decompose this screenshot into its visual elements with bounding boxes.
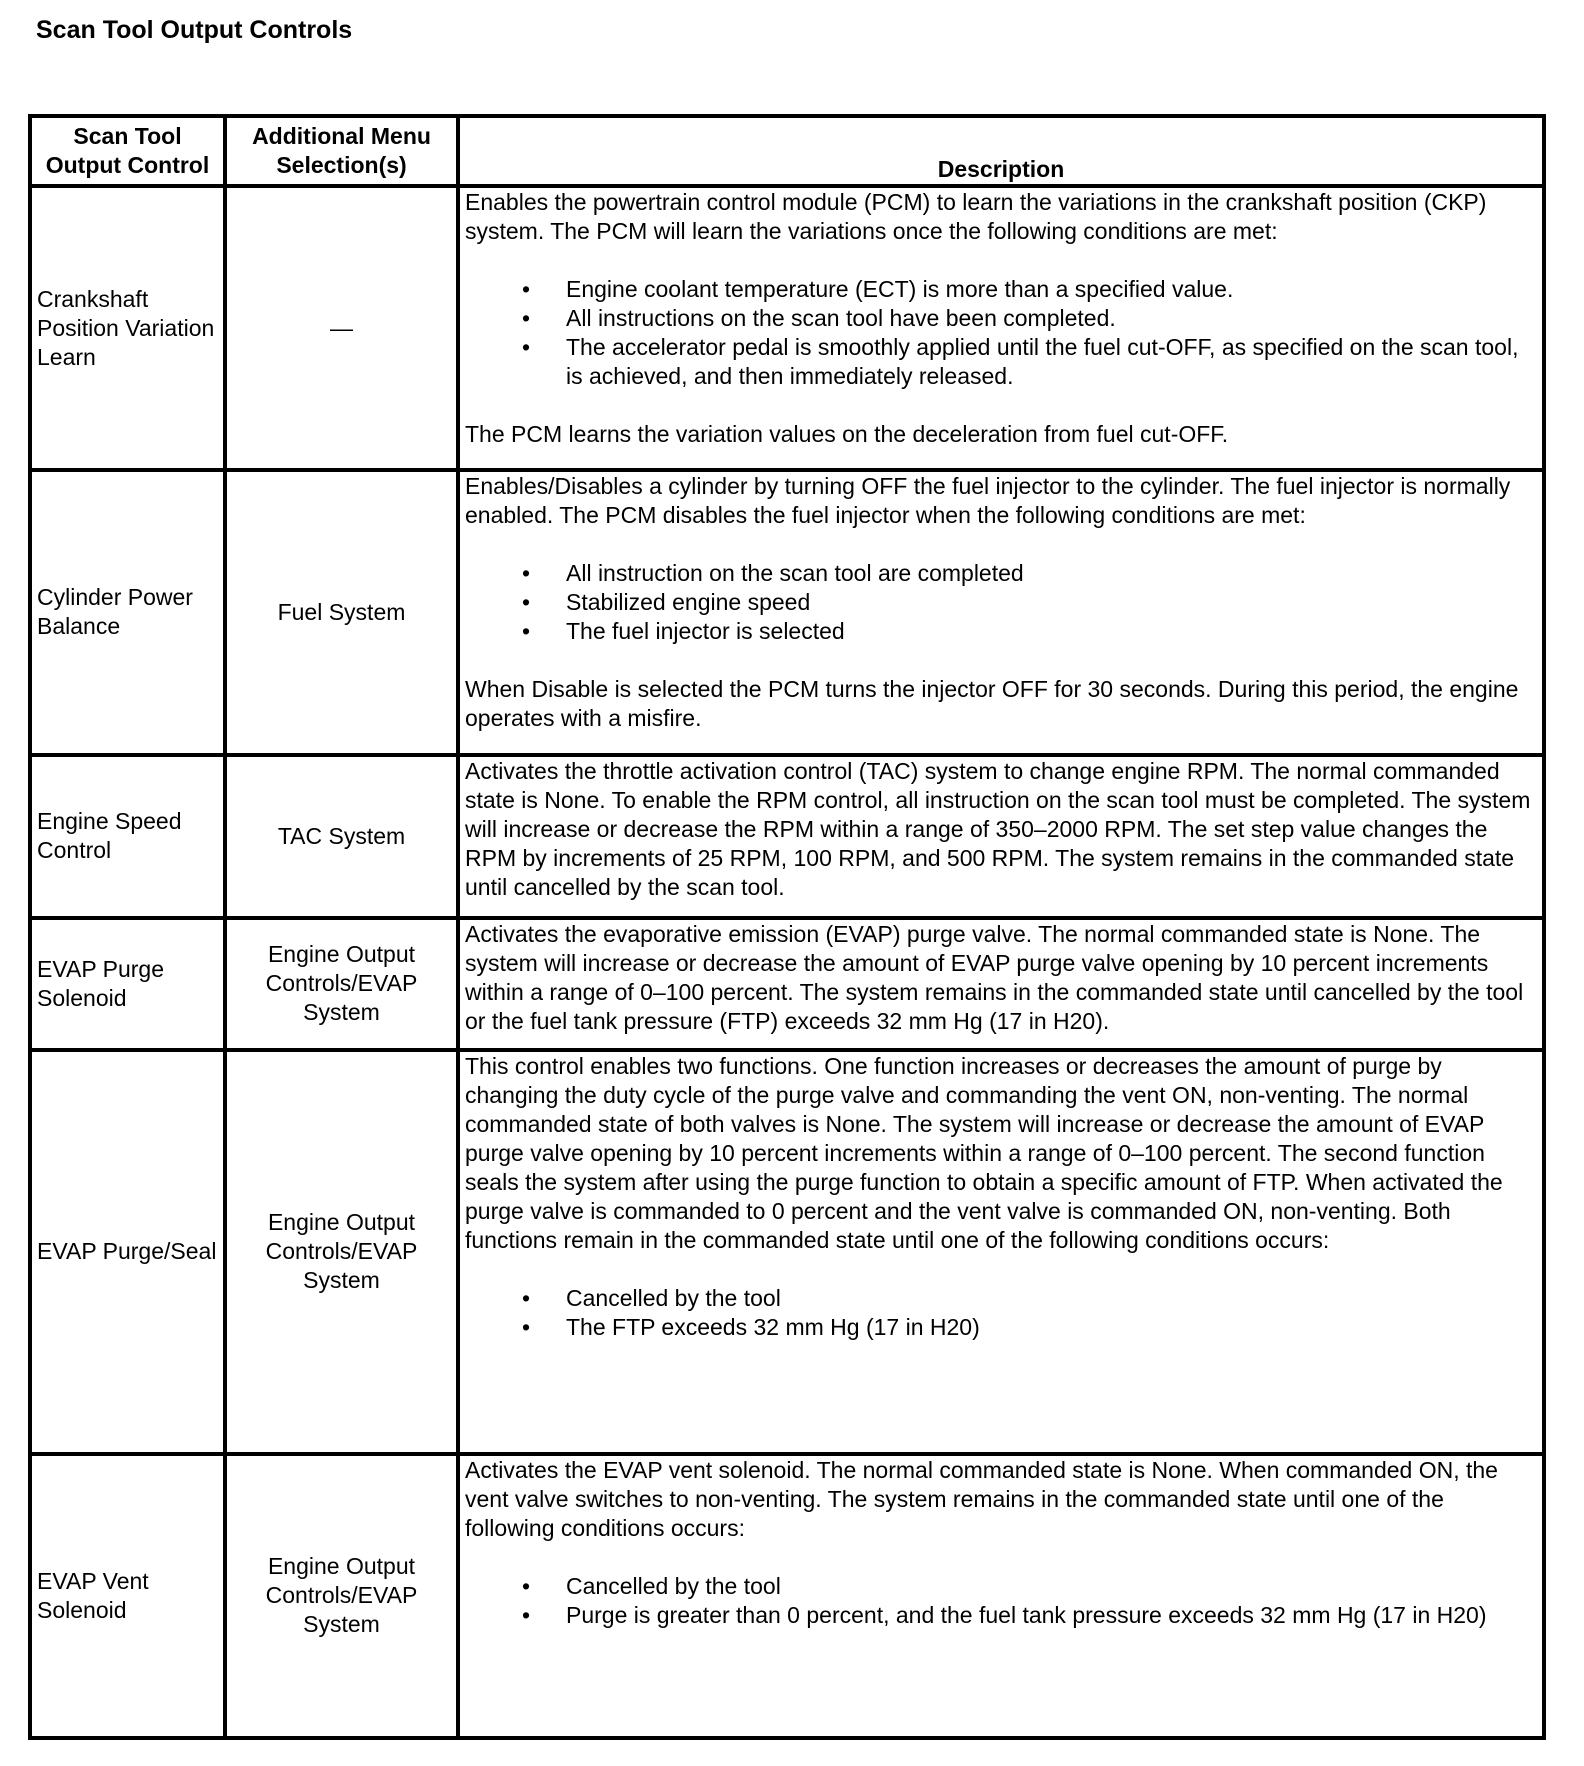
row-output-control: Cylinder Power Balance xyxy=(30,470,225,754)
bullet-icon: • xyxy=(521,305,531,331)
table-row xyxy=(30,755,1544,918)
list-item xyxy=(465,1572,1537,1601)
row-output-control: EVAP Purge/Seal xyxy=(30,1050,225,1453)
condition-list xyxy=(465,1572,1537,1630)
header-output-control: Scan Tool Output Control xyxy=(30,116,225,186)
row-description xyxy=(458,470,1544,754)
row-description xyxy=(458,1454,1544,1738)
output-controls-table xyxy=(28,114,1546,1740)
row-menu-selection: Fuel System xyxy=(225,470,458,754)
row-description xyxy=(458,755,1544,918)
row-output-control: EVAP Vent Solenoid xyxy=(30,1454,225,1738)
list-item-text: The fuel injector is selected xyxy=(566,618,845,645)
description-intro: This control enables two functions. One function increases or decreases the amount of purge by changing the duty cycle of the purge valve and commanding the vent ON, non-venting. The normal commanded state of both valves is None. The system will increase or decrease the amount of EVAP purge valve opening by 10 percent increments within a range of 0–100 percent. The second function seals the system after using the purge function to obtain a specific amount of FTP. When activated the purge valve is commanded to 0 percent and the vent valve is commanded ON, non-venting. Both functions remain in the commanded state until one of the following conditions occurs: xyxy=(465,1053,1503,1254)
list-item-text: All instruction on the scan tool are completed xyxy=(566,560,1024,587)
list-item xyxy=(465,1284,1537,1313)
list-item-text: The accelerator pedal is smoothly applied until the fuel cut-OFF, as specified on the scan tool, is achieved, and then immediately released. xyxy=(566,334,1519,389)
list-item xyxy=(465,333,1537,391)
description-outro: The PCM learns the variation values on the deceleration from fuel cut-OFF. xyxy=(465,421,1229,447)
row-menu-selection: — xyxy=(225,186,458,470)
table-row xyxy=(30,470,1544,754)
bullet-icon: • xyxy=(521,1572,531,1599)
bullet-icon: • xyxy=(521,276,531,302)
list-item xyxy=(465,1313,1537,1342)
bullet-icon: • xyxy=(521,618,531,645)
row-output-control: Engine Speed Control xyxy=(30,755,225,918)
list-item-text: Purge is greater than 0 percent, and the fuel tank pressure exceeds 32 mm Hg (17 in H20) xyxy=(566,1601,1487,1628)
table-row xyxy=(30,186,1544,470)
row-description xyxy=(458,918,1544,1051)
row-menu-selection: Engine Output Controls/EVAP System xyxy=(225,1050,458,1453)
table-row xyxy=(30,1050,1544,1453)
header-row xyxy=(30,116,1544,186)
condition-list xyxy=(465,1284,1537,1342)
row-menu-selection: TAC System xyxy=(225,755,458,918)
description-intro: Activates the throttle activation control (TAC) system to change engine RPM. The normal commanded state is None. To enable the RPM control, all instruction on the scan tool must be completed. The system will increase or decrease the RPM within a range of 350–2000 RPM. The set step value changes the RPM by increments of 25 RPM, 100 RPM, and 500 RPM. The system remains in the commanded state until cancelled by the scan tool. xyxy=(465,757,1531,900)
bullet-icon: • xyxy=(521,1285,531,1312)
list-item xyxy=(465,617,1537,646)
list-item-text: Stabilized engine speed xyxy=(566,589,811,616)
list-item xyxy=(465,275,1537,304)
page-title: Scan Tool Output Controls xyxy=(36,16,353,44)
row-menu-selection: Engine Output Controls/EVAP System xyxy=(225,1454,458,1738)
description-intro: Enables the powertrain control module (PCM) to learn the variations in the crankshaft position (CKP) system. The PCM will learn the variations once the following conditions are met: xyxy=(465,189,1487,244)
table-row xyxy=(30,918,1544,1051)
list-item-text: Cancelled by the tool xyxy=(566,1572,781,1599)
description-intro: Enables/Disables a cylinder by turning OFF the fuel injector to the cylinder. The fuel injector is normally enabled. The PCM disables the fuel injector when the following conditions are met: xyxy=(465,473,1511,529)
row-output-control: Crankshaft Position Variation Learn xyxy=(30,186,225,470)
list-item xyxy=(465,588,1537,617)
list-item-text: Cancelled by the tool xyxy=(566,1285,781,1312)
bullet-icon: • xyxy=(521,1601,531,1628)
list-item xyxy=(465,1601,1537,1630)
description-outro: When Disable is selected the PCM turns the injector OFF for 30 seconds. During this period, the engine operates with a misfire. xyxy=(465,676,1519,732)
header-menu-selections: Additional Menu Selection(s) xyxy=(225,116,458,186)
description-intro: Activates the evaporative emission (EVAP) purge valve. The normal commanded state is None. The system will increase or decrease the amount of EVAP purge valve opening by 10 percent increments within a range of 0–100 percent. The system remains in the commanded state until cancelled by the tool or the fuel tank pressure (FTP) exceeds 32 mm Hg (17 in H20). xyxy=(465,920,1524,1034)
condition-list xyxy=(465,275,1537,391)
bullet-icon: • xyxy=(521,334,531,360)
row-description xyxy=(458,1050,1544,1453)
row-description xyxy=(458,186,1544,470)
bullet-icon: • xyxy=(521,560,531,587)
bullet-icon: • xyxy=(521,1314,531,1341)
list-item-text: The FTP exceeds 32 mm Hg (17 in H20) xyxy=(566,1314,980,1341)
table-row xyxy=(30,1454,1544,1738)
list-item xyxy=(465,559,1537,588)
list-item xyxy=(465,304,1537,333)
list-item-text: Engine coolant temperature (ECT) is more than a specified value. xyxy=(566,276,1234,302)
header-description: Description xyxy=(458,116,1544,186)
condition-list xyxy=(465,559,1537,646)
row-menu-selection: Engine Output Controls/EVAP System xyxy=(225,918,458,1051)
row-output-control: EVAP Purge Solenoid xyxy=(30,918,225,1051)
bullet-icon: • xyxy=(521,589,531,616)
description-intro: Activates the EVAP vent solenoid. The normal commanded state is None. When commanded ON, the vent valve switches to non-venting. The system remains in the commanded state until one of the following conditions occurs: xyxy=(465,1456,1498,1541)
list-item-text: All instructions on the scan tool have been completed. xyxy=(566,305,1116,331)
